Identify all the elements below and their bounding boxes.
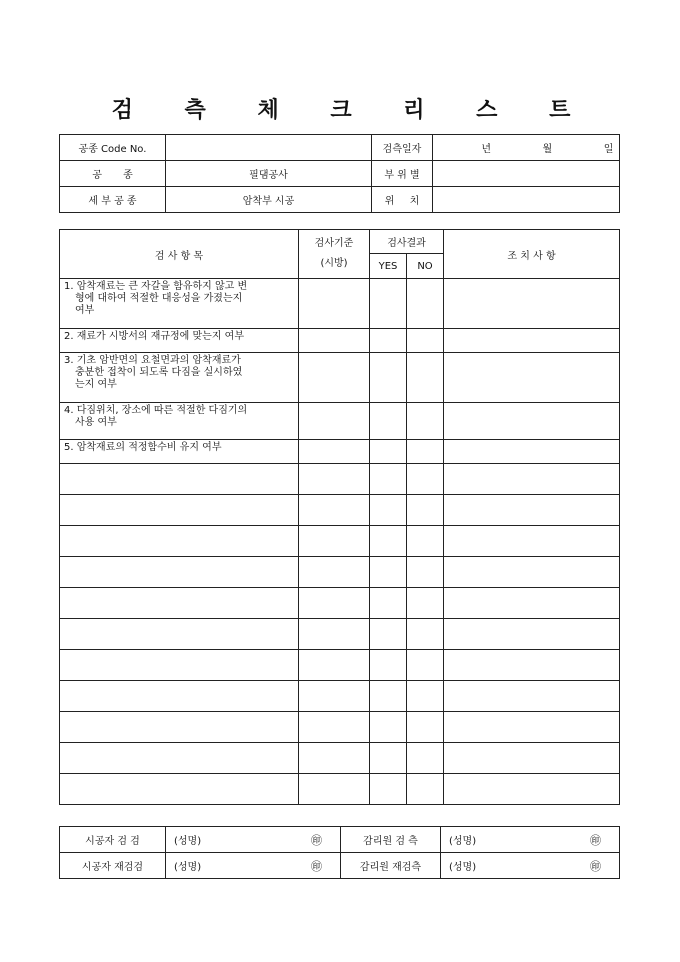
standard-cell[interactable] [299, 712, 370, 743]
date-year: 년 [481, 144, 491, 155]
item-line: 3. 기초 암반면의 요철면과의 암착재료가 [64, 355, 241, 366]
result-column-header: 검사결과 [370, 230, 444, 254]
item-cell[interactable] [60, 743, 299, 774]
action-cell[interactable] [444, 464, 620, 495]
no-cell[interactable] [407, 279, 444, 329]
header-row-detail-work [60, 187, 620, 213]
contractor-resignature-field[interactable] [166, 853, 341, 879]
no-cell[interactable] [407, 650, 444, 681]
action-column-header: 조 치 사 항 [444, 230, 620, 279]
name-label: (성명) [174, 835, 202, 847]
no-cell[interactable] [407, 403, 444, 440]
item-line: 여부 [75, 305, 95, 316]
standard-cell[interactable] [299, 743, 370, 774]
code-value[interactable] [166, 135, 372, 161]
standard-cell[interactable] [299, 681, 370, 712]
item-text [60, 403, 299, 440]
no-cell[interactable] [407, 712, 444, 743]
table-row [60, 403, 620, 440]
table-row [60, 353, 620, 403]
standard-cell[interactable] [299, 774, 370, 805]
contractor-signature-field[interactable] [166, 827, 341, 853]
empty-row [60, 650, 620, 681]
part-value[interactable] [433, 161, 620, 187]
action-cell[interactable] [444, 526, 620, 557]
empty-row [60, 712, 620, 743]
location-value[interactable] [433, 187, 620, 213]
no-cell[interactable] [407, 557, 444, 588]
no-column-header: NO [407, 254, 444, 279]
supervisor-signature-field[interactable] [441, 827, 620, 853]
action-cell[interactable] [444, 588, 620, 619]
no-cell[interactable] [407, 774, 444, 805]
detail-work-value[interactable]: 암착부 시공 [166, 187, 372, 213]
action-cell[interactable] [444, 279, 620, 329]
action-cell[interactable] [444, 743, 620, 774]
empty-row [60, 681, 620, 712]
date-day: 일 [603, 144, 614, 155]
yes-cell[interactable] [370, 495, 407, 526]
item-text [60, 440, 299, 464]
item-cell[interactable] [60, 619, 299, 650]
standard-cell[interactable] [299, 464, 370, 495]
yes-cell[interactable] [370, 743, 407, 774]
standard-sub-label: (시방) [320, 258, 348, 269]
item-line: 4. 다짐위치, 장소에 따른 적절한 다짐기의 [64, 405, 248, 416]
standard-cell[interactable] [299, 526, 370, 557]
action-cell[interactable] [444, 681, 620, 712]
name-label: (성명) [174, 861, 202, 873]
header-row-work-type [60, 161, 620, 187]
column-header-row [60, 230, 620, 254]
action-cell[interactable] [444, 353, 620, 403]
no-cell[interactable] [407, 743, 444, 774]
standard-label: 검사기준 [314, 238, 354, 249]
seal-icon: ㊞ [311, 859, 322, 873]
action-cell[interactable] [444, 774, 620, 805]
item-column-header: 검 사 항 목 [60, 230, 299, 279]
action-cell[interactable] [444, 619, 620, 650]
item-cell[interactable] [60, 557, 299, 588]
standard-cell[interactable] [299, 279, 370, 329]
signature-row [60, 853, 620, 879]
action-cell[interactable] [444, 650, 620, 681]
action-cell[interactable] [444, 712, 620, 743]
item-cell[interactable] [60, 588, 299, 619]
item-line: 사용 여부 [75, 417, 117, 428]
inspection-table [59, 229, 620, 805]
table-row [60, 440, 620, 464]
signature-table [59, 826, 620, 879]
name-label: (성명) [449, 861, 477, 873]
yes-cell[interactable] [370, 588, 407, 619]
item-line: 충분한 접착이 되도록 다짐을 실시하였 [75, 367, 243, 378]
item-cell[interactable] [60, 495, 299, 526]
empty-row [60, 464, 620, 495]
seal-icon: ㊞ [311, 833, 322, 847]
location-label: 위 치 [372, 187, 433, 213]
no-cell[interactable] [407, 353, 444, 403]
supervisor-resignature-field[interactable] [441, 853, 620, 879]
standard-cell[interactable] [299, 440, 370, 464]
item-text [60, 353, 299, 403]
supervisor-inspection-label: 감리원 검 측 [341, 827, 441, 853]
item-cell[interactable] [60, 650, 299, 681]
no-cell[interactable] [407, 588, 444, 619]
header-row-code [60, 135, 620, 161]
yes-column-header: YES [370, 254, 407, 279]
empty-row [60, 619, 620, 650]
standard-cell[interactable] [299, 329, 370, 353]
empty-row [60, 557, 620, 588]
item-cell[interactable] [60, 712, 299, 743]
yes-cell[interactable] [370, 526, 407, 557]
action-cell[interactable] [444, 440, 620, 464]
item-cell[interactable] [60, 681, 299, 712]
yes-cell[interactable] [370, 353, 407, 403]
empty-row [60, 495, 620, 526]
yes-cell[interactable] [370, 440, 407, 464]
work-type-value[interactable]: 필댐공사 [166, 161, 372, 187]
item-line: 2. 재료가 시방서의 재규정에 맞는지 여부 [64, 331, 244, 342]
standard-cell[interactable] [299, 557, 370, 588]
item-text [60, 279, 299, 329]
standard-cell[interactable] [299, 588, 370, 619]
table-row [60, 279, 620, 329]
yes-cell[interactable] [370, 774, 407, 805]
yes-cell[interactable] [370, 279, 407, 329]
yes-cell[interactable] [370, 681, 407, 712]
yes-cell[interactable] [370, 403, 407, 440]
name-label: (성명) [449, 835, 477, 847]
table-row [60, 329, 620, 353]
detail-work-label: 세 부 공 종 [60, 187, 166, 213]
item-cell[interactable] [60, 526, 299, 557]
item-cell[interactable] [60, 464, 299, 495]
standard-cell[interactable] [299, 495, 370, 526]
yes-cell[interactable] [370, 712, 407, 743]
part-label: 부 위 별 [372, 161, 433, 187]
standard-cell[interactable] [299, 619, 370, 650]
item-line: 는지 여부 [75, 379, 117, 390]
action-cell[interactable] [444, 495, 620, 526]
standard-cell[interactable] [299, 650, 370, 681]
no-cell[interactable] [407, 526, 444, 557]
no-cell[interactable] [407, 464, 444, 495]
document-title: 검 측 체 크 리 스 트 [111, 97, 593, 123]
date-month: 월 [542, 144, 553, 155]
work-type-label: 공 종 [60, 161, 166, 187]
item-line: 1. 암착재료는 큰 자갈을 함유하지 않고 변 [64, 281, 248, 292]
no-cell[interactable] [407, 681, 444, 712]
item-line: 5. 암착재료의 적정함수비 유지 여부 [64, 442, 222, 453]
no-cell[interactable] [407, 495, 444, 526]
yes-cell[interactable] [370, 329, 407, 353]
action-cell[interactable] [444, 403, 620, 440]
no-cell[interactable] [407, 619, 444, 650]
empty-row [60, 588, 620, 619]
inspection-date-value[interactable] [433, 135, 620, 161]
header-table [59, 134, 620, 213]
item-text [60, 329, 299, 353]
item-cell[interactable] [60, 774, 299, 805]
seal-icon: ㊞ [590, 833, 601, 847]
empty-row [60, 526, 620, 557]
standard-cell[interactable] [299, 403, 370, 440]
empty-row [60, 774, 620, 805]
yes-cell[interactable] [370, 464, 407, 495]
no-cell[interactable] [407, 440, 444, 464]
no-cell[interactable] [407, 329, 444, 353]
yes-cell[interactable] [370, 650, 407, 681]
signature-row [60, 827, 620, 853]
inspection-date-label: 검측일자 [372, 135, 433, 161]
standard-column-header [299, 230, 370, 279]
contractor-reinspection-label: 시공자 재검검 [60, 853, 166, 879]
yes-cell[interactable] [370, 557, 407, 588]
empty-row [60, 743, 620, 774]
action-cell[interactable] [444, 329, 620, 353]
item-line: 형에 대하여 적절한 대응성을 가졌는지 [75, 293, 243, 304]
seal-icon: ㊞ [590, 859, 601, 873]
action-cell[interactable] [444, 557, 620, 588]
supervisor-reinspection-label: 감리원 재검측 [341, 853, 441, 879]
contractor-inspection-label: 시공자 검 검 [60, 827, 166, 853]
standard-cell[interactable] [299, 353, 370, 403]
code-label: 공종 Code No. [60, 135, 166, 161]
yes-cell[interactable] [370, 619, 407, 650]
